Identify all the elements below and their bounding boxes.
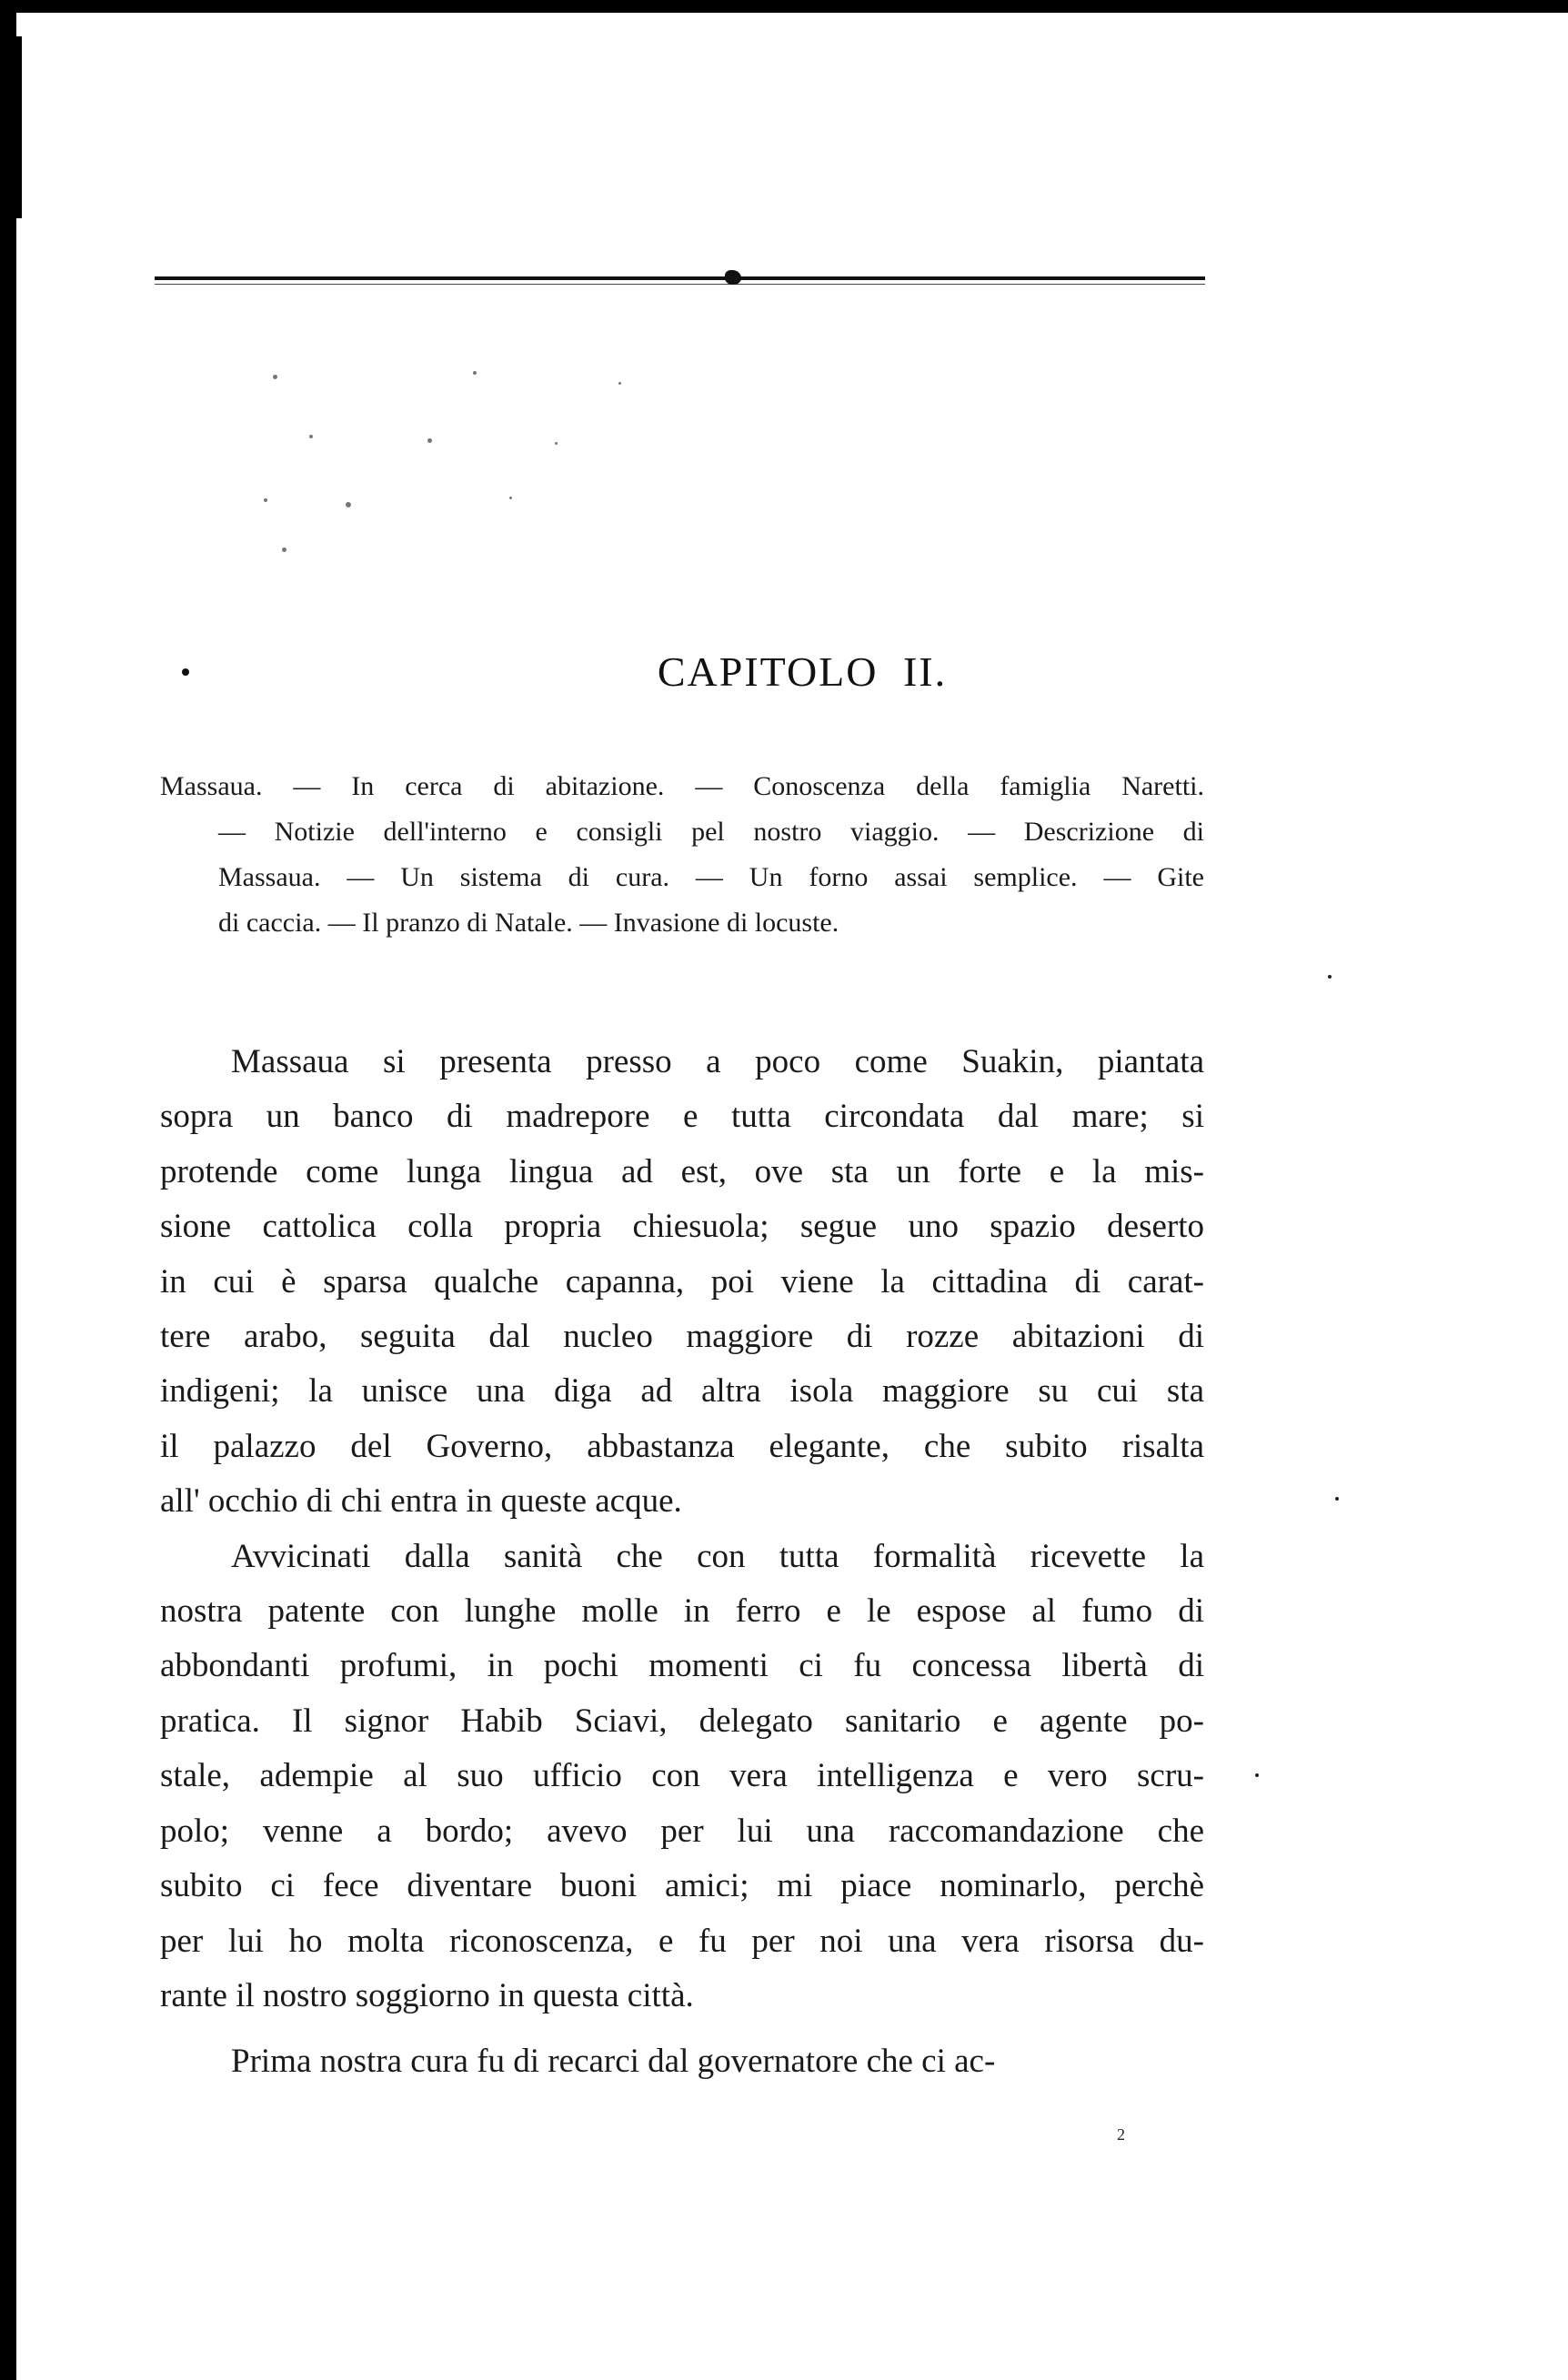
rule-ornament-icon [725, 270, 741, 285]
bleed-speck [1255, 1773, 1259, 1777]
summary-line: — Notizie dell'interno e consigli pel nostro viaggio. — Descrizione di [218, 817, 1204, 847]
paragraph-line: Avvicinati dalla sanità che con tutta formalità ricevette la [231, 1537, 1204, 1575]
paragraph-line: nostra patente con lunghe molle in ferro e le espose al fumo di [160, 1592, 1204, 1631]
summary-line: Massaua. — In cerca di abitazione. — Conoscenza della famiglia Naretti. [160, 771, 1204, 801]
body-text [160, 1035, 1204, 2090]
paragraph-line: sione cattolica colla propria chiesuola; segue uno spazio deserto [160, 1208, 1204, 1246]
summary-line: Massaua. — Un sistema di cura. — Un forno assai semplice. — Gite [218, 862, 1204, 892]
chapter-summary [160, 764, 1204, 946]
scan-border-left [0, 0, 16, 2380]
paragraph-line: in cui è sparsa qualche capanna, poi viene la cittadina di carat- [160, 1262, 1204, 1300]
paragraph-line: protende come lunga lingua ad est, ove sta un forte e la mis- [160, 1152, 1204, 1190]
paragraph-line: tere arabo, seguita dal nucleo maggiore di rozze abitazioni di [160, 1318, 1204, 1356]
paragraph-line: il palazzo del Governo, abbastanza elegante, che subito risalta [160, 1427, 1204, 1465]
bleed-speck [555, 442, 558, 445]
paragraph-line: sopra un banco di madrepore e tutta circondata dal mare; si [160, 1098, 1204, 1136]
paragraph-line: pratica. Il signor Habib Sciavi, delegato sanitario e agente po- [160, 1702, 1204, 1740]
paragraph-line: Massaua si presenta presso a poco come Suakin, piantata [231, 1043, 1204, 1080]
summary-line: di caccia. — Il pranzo di Natale. — Invasione di locuste. [218, 908, 839, 938]
paragraph-line: Prima nostra cura fu di recarci dal governatore che ci ac- [231, 2043, 996, 2081]
paragraph-line: indigeni; la unisce una diga ad altra isola maggiore su cui sta [160, 1372, 1204, 1411]
paragraph-line: all' occhio di chi entra in queste acque. [160, 1482, 682, 1521]
chapter-number: II. [902, 648, 948, 695]
paragraph-line: rante il nostro soggiorno in questa città. [160, 1976, 694, 2014]
paragraph-line: subito ci fece diventare buoni amici; mi piace nominarlo, perchè [160, 1867, 1204, 1905]
bleed-speck [273, 375, 277, 379]
bleed-speck [509, 497, 512, 499]
bleed-speck [264, 498, 267, 502]
signature-mark: 2 [1117, 2125, 1125, 2144]
chapter-heading [0, 648, 1568, 696]
bleed-speck [309, 435, 313, 438]
paragraph-line: per lui ho molta riconoscenza, e fu per noi una vera risorsa du- [160, 1922, 1204, 1960]
decorative-rule-thin [155, 284, 1205, 285]
bleed-speck [618, 382, 621, 385]
bleed-speck [1335, 1497, 1339, 1501]
paragraph-line: polo; venne a bordo; avevo per lui una raccomandazione che [160, 1812, 1204, 1850]
bleed-speck [427, 438, 432, 443]
paragraph-line: stale, adempie al suo ufficio con vera intelligenza e vero scru- [160, 1757, 1204, 1795]
scan-border-top [0, 0, 1568, 13]
bleed-speck [346, 502, 351, 507]
bleed-speck [473, 371, 477, 375]
decorative-rule [155, 276, 1205, 280]
chapter-label: CAPITOLO [657, 648, 879, 695]
paragraph-line: abbondanti profumi, in pochi momenti ci fu concessa libertà di [160, 1647, 1204, 1685]
bleed-speck [282, 547, 286, 552]
scan-border-notch [16, 36, 22, 218]
bleed-speck [1328, 975, 1332, 979]
